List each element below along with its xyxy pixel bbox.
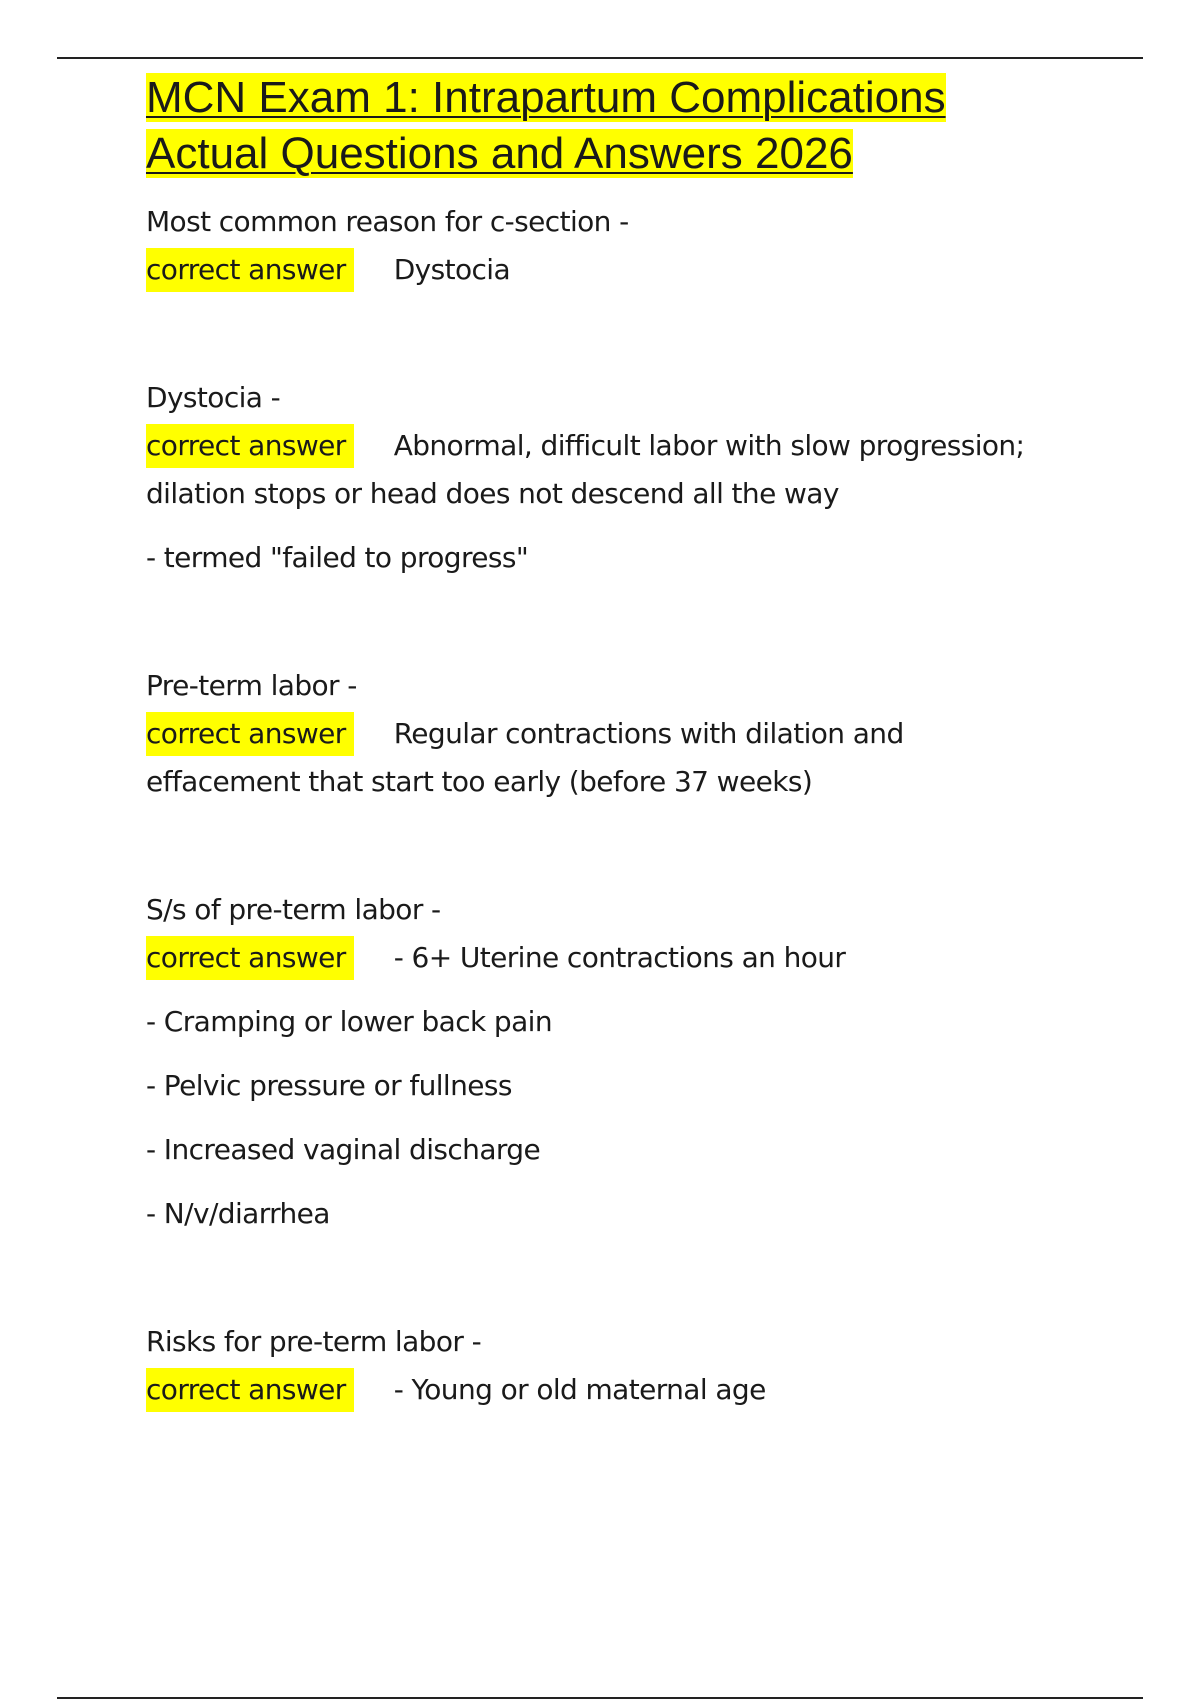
qa-item: [146, 1318, 1106, 1414]
question-text: Pre-term labor -: [146, 669, 357, 702]
correct-answer-label: correct answer: [146, 936, 354, 980]
answer-row: [146, 246, 1106, 294]
document-page: [146, 70, 1106, 1414]
top-rule: [57, 57, 1143, 59]
qa-item: [146, 662, 1106, 806]
answer-continuation: dilation stops or head does not descend all the way: [146, 477, 839, 510]
qa-item: [146, 374, 1106, 582]
answer-text: - 6+ Uterine contractions an hour: [393, 941, 846, 974]
answer-text: - Young or old maternal age: [393, 1373, 766, 1406]
answer-continuation: effacement that start too early (before 37 weeks): [146, 765, 813, 798]
question-text: Risks for pre-term labor -: [146, 1325, 482, 1358]
answer-text: Abnormal, difficult labor with slow progression;: [393, 429, 1025, 462]
answer-detail: - termed "failed to progress": [146, 541, 529, 574]
answer-row: [146, 710, 1106, 758]
title-line-2: Actual Questions and Answers 2026: [146, 129, 853, 178]
question-text: S/s of pre-term labor -: [146, 893, 441, 926]
qa-item: [146, 198, 1106, 294]
answer-row: [146, 1366, 1106, 1414]
qa-item: [146, 886, 1106, 1238]
question-text: Most common reason for c-section -: [146, 205, 629, 238]
answer-text: Dystocia: [393, 253, 511, 286]
correct-answer-label: correct answer: [146, 712, 354, 756]
answer-detail: - Increased vaginal discharge: [146, 1133, 541, 1166]
correct-answer-label: correct answer: [146, 424, 354, 468]
bottom-rule: [57, 1697, 1143, 1699]
answer-detail: - N/v/diarrhea: [146, 1197, 330, 1230]
question-text: Dystocia -: [146, 381, 281, 414]
answer-text: Regular contractions with dilation and: [393, 717, 904, 750]
answer-row: [146, 422, 1106, 470]
correct-answer-label: correct answer: [146, 248, 354, 292]
correct-answer-label: correct answer: [146, 1368, 354, 1412]
document-title: [146, 70, 1106, 182]
answer-detail: - Cramping or lower back pain: [146, 1005, 552, 1038]
answer-detail: - Pelvic pressure or fullness: [146, 1069, 512, 1102]
answer-row: [146, 934, 1106, 982]
title-line-1: MCN Exam 1: Intrapartum Complications: [146, 73, 946, 122]
